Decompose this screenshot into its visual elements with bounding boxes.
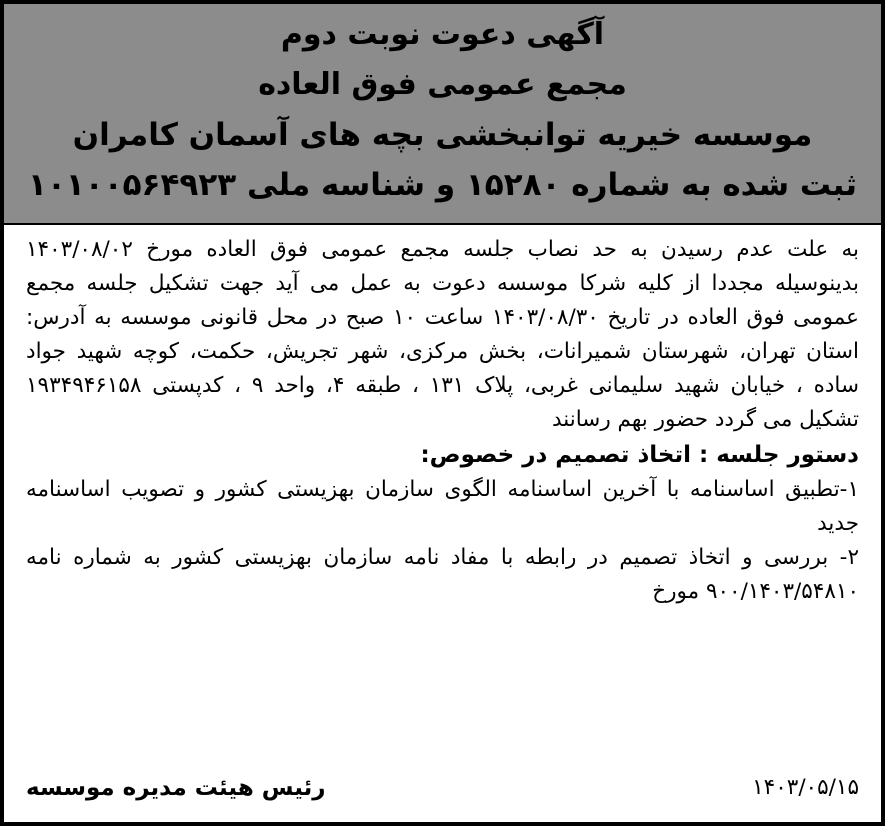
invitation-paragraph: به علت عدم رسیدن به حد نصاب جلسه مجمع عمومی فوق العاده مورخ ۱۴۰۳/۰۸/۰۲ بدینوسیله مجددا از کلیه شرکا موسسه دعوت به عمل می آید جهت تشکیل جلسه مجمع عمومی فوق العاده در تاریخ ۱۴۰۳/۰۸/۳۰ ساعت ۱۰ صبح در محل قانونی موسسه به آدرس: استان تهران، شهرستان شمیرانات، بخش مرکزی، شهر تجریش، حکمت، کوچه شهید جواد ساده ، خیابان شهید سلیمانی غربی، پلاک ۱۳۱ ، طبقه ۴، واحد ۹ ، کدپستی ۱۹۳۴۹۴۶۱۵۸ تشکیل می گردد حضور بهم رسانند	[26, 237, 860, 432]
agenda-title: دستور جلسه : اتخاذ تصمیم در خصوص:	[420, 442, 859, 468]
notice-header	[4, 4, 881, 225]
institution-name: موسسه خیریه توانبخشی بچه های آسمان کامران	[72, 117, 813, 153]
notice-footer	[26, 768, 859, 808]
agenda-item-1: ۱-تطبیق اساسنامه با آخرین اساسنامه الگوی سازمان بهزیستی کشور و تصویب اساسنامه جدید	[26, 477, 859, 536]
registration-info: ثبت شده به شماره ۱۵۲۸۰ و شناسه ملی ۱۰۱۰۰۵۶۴۹۲۳	[28, 167, 857, 203]
agenda-item-2: ۲- بررسی و اتخاذ تصمیم در رابطه با مفاد نامه سازمان بهزیستی کشور به شماره نامه ۹۰۰/۱۴۰۳/۵۴۸۱۰ مورخ	[26, 545, 859, 604]
agenda-item-2-date: ۱۴۰۳/۰۵/۱۵	[752, 775, 859, 800]
meeting-type: مجمع عمومی فوق العاده	[258, 67, 627, 102]
notice-body	[4, 225, 881, 609]
signature: رئیس هیئت مدیره موسسه	[26, 775, 326, 801]
notice-title: آگهی دعوت نوبت دوم	[280, 17, 605, 52]
